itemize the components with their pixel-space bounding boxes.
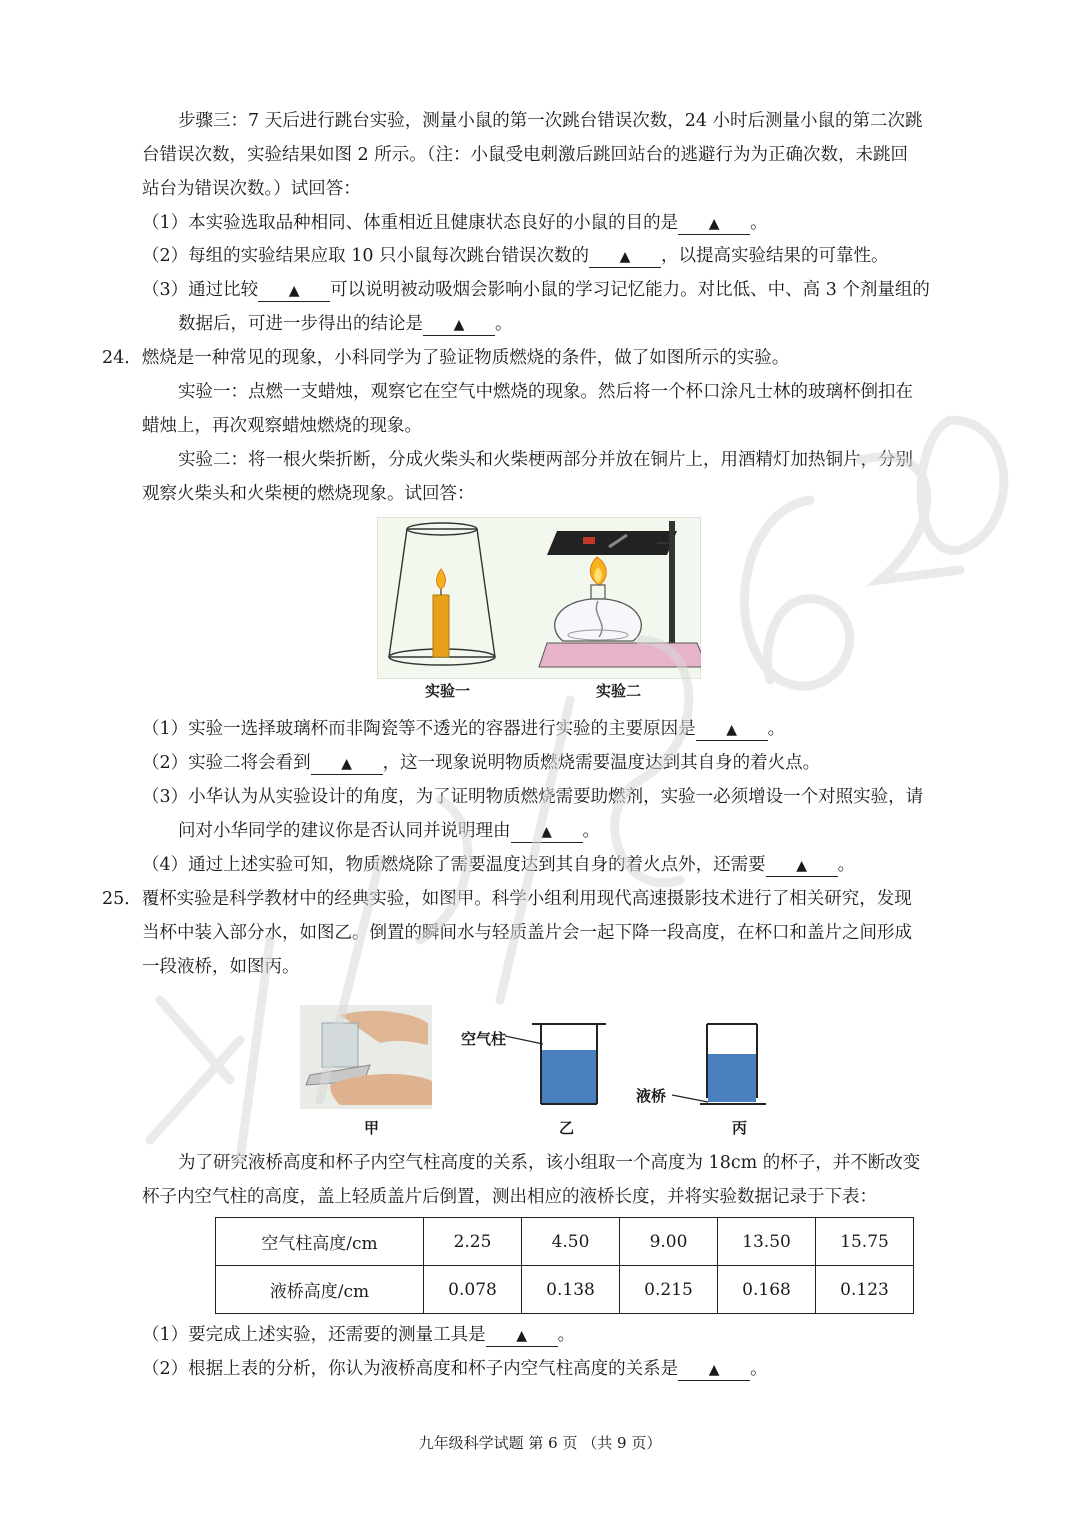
arrow-air-column: [505, 1034, 545, 1046]
q24-part1: （1）实验一选择玻璃杯而非陶瓷等不透光的容器进行实验的主要原因是 ▲ 。: [142, 719, 786, 739]
step3-line2: 台错误次数，实验结果如图 2 所示。（注：小鼠受电刺激后跳回站台的逃避行为为正确次数，未跳回: [142, 145, 909, 165]
arrow-liquid-bridge: [672, 1093, 712, 1105]
page-footer: 九年级科学试题 第 6 页 （共 9 页）: [418, 1434, 662, 1452]
q24-intro: 24．燃烧是一种常见的现象，小科同学为了验证物质燃烧的条件，做了如图所示的实验。: [102, 348, 790, 368]
q25-line3: 一段液桥，如图丙。: [142, 957, 300, 977]
answer-blank[interactable]: ▲: [766, 855, 838, 877]
cup-inversion-photo: [300, 1005, 432, 1109]
table-cell: 0.138: [522, 1266, 620, 1314]
answer-blank[interactable]: ▲: [678, 213, 750, 235]
q24-exp2-line1: 实验二：将一根火柴折断，分成火柴头和火柴梗两部分并放在铜片上，用酒精灯加热铜片，分别: [178, 450, 913, 470]
q23-part1: （1）本实验选取品种相同、体重相近且健康状态良好的小鼠的目的是 ▲ 。: [142, 213, 768, 233]
q25-part2: （2）根据上表的分析，你认为液桥高度和杯子内空气柱高度的关系是 ▲ 。: [142, 1359, 768, 1379]
q24-part2: （2）实验二将会看到 ▲ ，这一现象说明物质燃烧需要温度达到其自身的着火点。: [142, 753, 821, 773]
table-cell: 2.25: [424, 1218, 522, 1266]
table-cell: 0.123: [816, 1266, 914, 1314]
answer-blank[interactable]: ▲: [311, 753, 383, 775]
answer-blank[interactable]: ▲: [696, 719, 768, 741]
answer-blank[interactable]: ▲: [258, 280, 330, 302]
q25-part1: （1）要完成上述实验，还需要的测量工具是 ▲ 。: [142, 1325, 576, 1345]
answer-blank[interactable]: ▲: [511, 821, 583, 843]
q24-exp2-line2: 观察火柴头和火柴梗的燃烧现象。试回答：: [142, 484, 475, 504]
step3-line3: 站台为错误次数。）试回答：: [142, 179, 361, 199]
q23-part3: （3）通过比较 ▲ 可以说明被动吸烟会影响小鼠的学习记忆能力。对比低、中、高 3 个剂量组的: [142, 280, 930, 300]
table-row: [216, 1266, 914, 1314]
figure-caption-yi: 乙: [559, 1119, 575, 1137]
table-header-cell: 液桥高度/cm: [216, 1266, 424, 1314]
figure-caption-exp1: 实验一: [425, 682, 471, 700]
question-number: 25．: [102, 889, 142, 909]
table-header-cell: 空气柱高度/cm: [216, 1218, 424, 1266]
answer-blank[interactable]: ▲: [589, 246, 661, 268]
figure-caption-exp2: 实验二: [596, 682, 642, 700]
table-cell: 15.75: [816, 1218, 914, 1266]
answer-blank[interactable]: ▲: [486, 1325, 558, 1347]
figure-caption-bing: 丙: [732, 1119, 748, 1137]
q24-part3-line2: 问对小华同学的建议你是否认同并说明理由 ▲ 。: [178, 821, 600, 841]
combustion-experiment-figure: [377, 517, 701, 679]
table-cell: 0.078: [424, 1266, 522, 1314]
data-table: [215, 1217, 914, 1314]
step3-line1: 步骤三：7 天后进行跳台实验，测量小鼠的第一次跳台错误次数，24 小时后测量小鼠的第二次跳: [178, 111, 923, 131]
q25-line1: 25．覆杯实验是科学教材中的经典实验，如图甲。科学小组利用现代高速摄影技术进行了相关研究，发现: [102, 889, 912, 909]
q25-para-line2: 杯子内空气柱的高度，盖上轻质盖片后倒置，测出相应的液桥长度，并将实验数据记录于下表：: [142, 1187, 877, 1207]
question-number: 24．: [102, 348, 142, 368]
label-liquid-bridge: 液桥: [636, 1087, 667, 1105]
table-cell: 0.215: [620, 1266, 718, 1314]
answer-blank[interactable]: ▲: [423, 314, 495, 336]
q24-exp1-line2: 蜡烛上，再次观察蜡烛燃烧的现象。: [142, 416, 422, 436]
figure-caption-jia: 甲: [364, 1119, 380, 1137]
q24-part4: （4）通过上述实验可知，物质燃烧除了需要温度达到其自身的着火点外，还需要 ▲ 。: [142, 855, 856, 875]
q24-exp1-line1: 实验一：点燃一支蜡烛，观察它在空气中燃烧的现象。然后将一个杯口涂凡士林的玻璃杯倒扣在: [178, 382, 913, 402]
q23-part3-line2: 数据后，可进一步得出的结论是 ▲ 。: [178, 314, 513, 334]
answer-blank[interactable]: ▲: [678, 1359, 750, 1381]
table-cell: 9.00: [620, 1218, 718, 1266]
q25-line2: 当杯中装入部分水，如图乙。倒置的瞬间水与轻质盖片会一起下降一段高度，在杯口和盖片之间形成: [142, 923, 912, 943]
table-cell: 0.168: [718, 1266, 816, 1314]
table-cell: 4.50: [522, 1218, 620, 1266]
table-row: [216, 1218, 914, 1266]
q24-part3-line1: （3）小华认为从实验设计的角度，为了证明物质燃烧需要助燃剂，实验一必须增设一个对照实验，请: [142, 787, 924, 807]
q23-part2: （2）每组的实验结果应取 10 只小鼠每次跳台错误次数的 ▲ ，以提高实验结果的可靠性。: [142, 246, 889, 266]
label-air-column: 空气柱: [461, 1030, 507, 1048]
q25-para-line1: 为了研究液桥高度和杯子内空气柱高度的关系，该小组取一个高度为 18cm 的杯子，并不断改变: [178, 1153, 921, 1173]
table-cell: 13.50: [718, 1218, 816, 1266]
